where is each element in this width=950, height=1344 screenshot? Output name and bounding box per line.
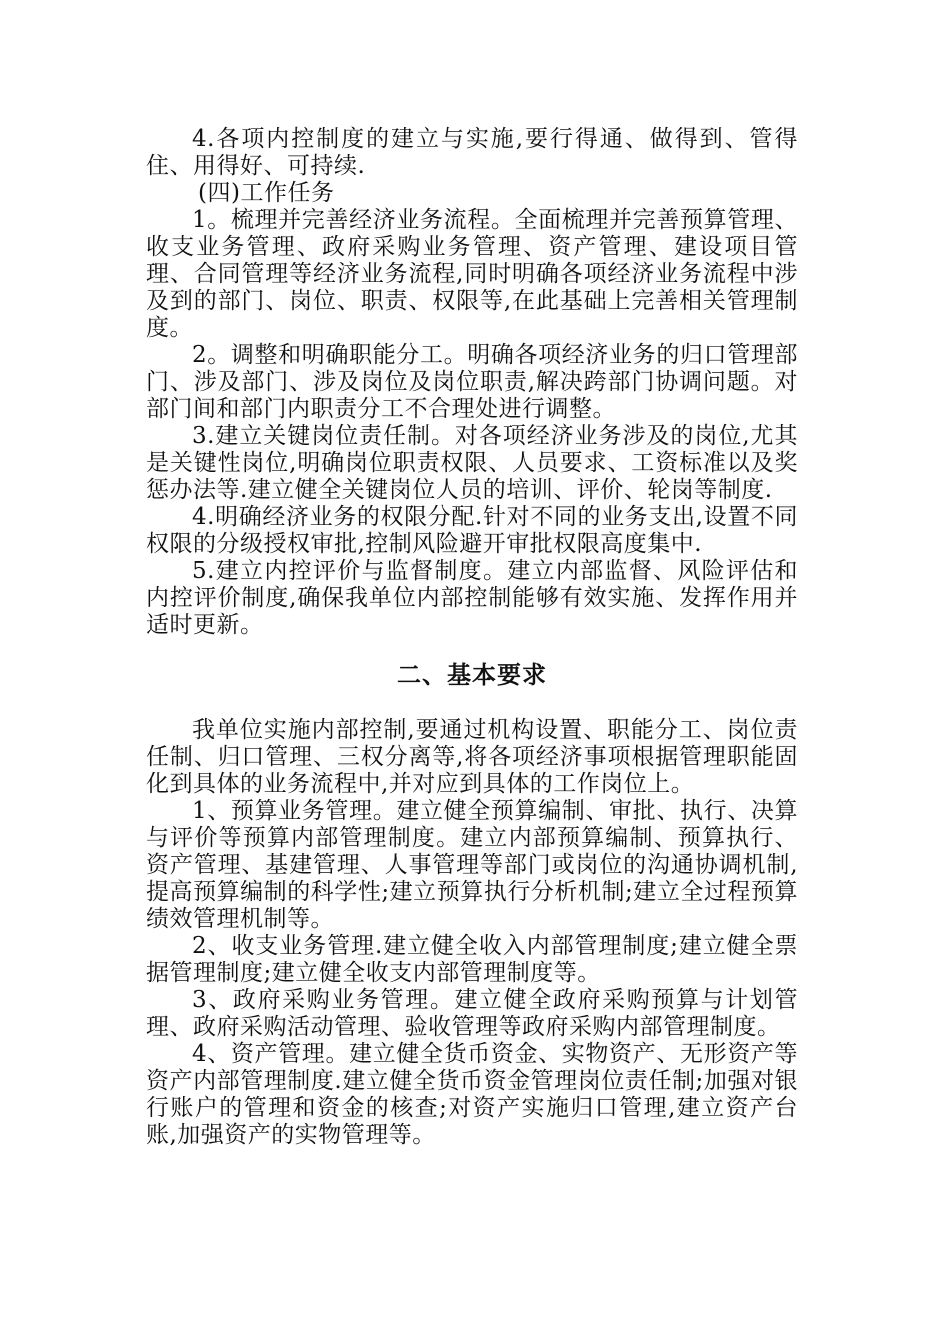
task-item-5: 5.建立内控评价与监督制度。建立内部监督、风险评估和内控评价制度,确保我单位内部控制能够有效实施、发挥作用并适时更新。 bbox=[146, 558, 798, 638]
requirement-item-1: 1、预算业务管理。建立健全预算编制、审批、执行、决算与评价等预算内部管理制度。建立内部预算编制、预算执行、资产管理、基建管理、人事管理等部门或岗位的沟通协调机制,提高预算编制的科学性;建立预算执行分析机制;建立全过程预算绩效管理机制等。 bbox=[146, 798, 798, 932]
subheading-work-tasks: (四)工作任务 bbox=[198, 180, 335, 206]
section-heading-basic-requirements: 二、基本要求 bbox=[397, 660, 547, 689]
task-item-3: 3.建立关键岗位责任制。对各项经济业务涉及的岗位,尤其是关键性岗位,明确岗位职责权限、人员要求、工资标准以及奖惩办法等.建立健全关键岗位人员的培训、评价、轮岗等制度. bbox=[146, 423, 798, 503]
requirements-intro: 我单位实施内部控制,要通过机构设置、职能分工、岗位责任制、归口管理、三权分离等,将各项经济事项根据管理职能固化到具体的业务流程中,并对应到具体的工作岗位上。 bbox=[146, 717, 798, 797]
task-item-1: 1。梳理并完善经济业务流程。全面梳理并完善预算管理、收支业务管理、政府采购业务管理、资产管理、建设项目管理、合同管理等经济业务流程,同时明确各项经济业务流程中涉及到的部门、岗位、职责、权限等,在此基础上完善相关管理制度。 bbox=[146, 207, 798, 341]
requirement-item-3: 3、政府采购业务管理。建立健全政府采购预算与计划管理、政府采购活动管理、验收管理等政府采购内部管理制度。 bbox=[146, 987, 798, 1040]
requirement-item-4: 4、资产管理。建立健全货币资金、实物资产、无形资产等资产内部管理制度.建立健全货币资金管理岗位责任制;加强对银行账户的管理和资金的核查;对资产实施归口管理,建立资产台账,加强资产的实物管理等。 bbox=[146, 1041, 798, 1148]
spacer bbox=[146, 639, 798, 661]
document-page bbox=[146, 126, 798, 1149]
requirement-item-2: 2、收支业务管理.建立健全收入内部管理制度;建立健全票据管理制度;建立健全收支内部管理制度等。 bbox=[146, 933, 798, 986]
intro-item-4: 4.各项内控制度的建立与实施,要行得通、做得到、管得住、用得好、可持续. bbox=[146, 126, 798, 179]
spacer bbox=[146, 689, 798, 717]
task-item-4: 4.明确经济业务的权限分配.针对不同的业务支出,设置不同权限的分级授权审批,控制风险避开审批权限高度集中. bbox=[146, 504, 798, 557]
task-item-2: 2。调整和明确职能分工。明确各项经济业务的归口管理部门、涉及部门、涉及岗位及岗位职责,解决跨部门协调问题。对部门间和部门内职责分工不合理处进行调整。 bbox=[146, 342, 798, 422]
